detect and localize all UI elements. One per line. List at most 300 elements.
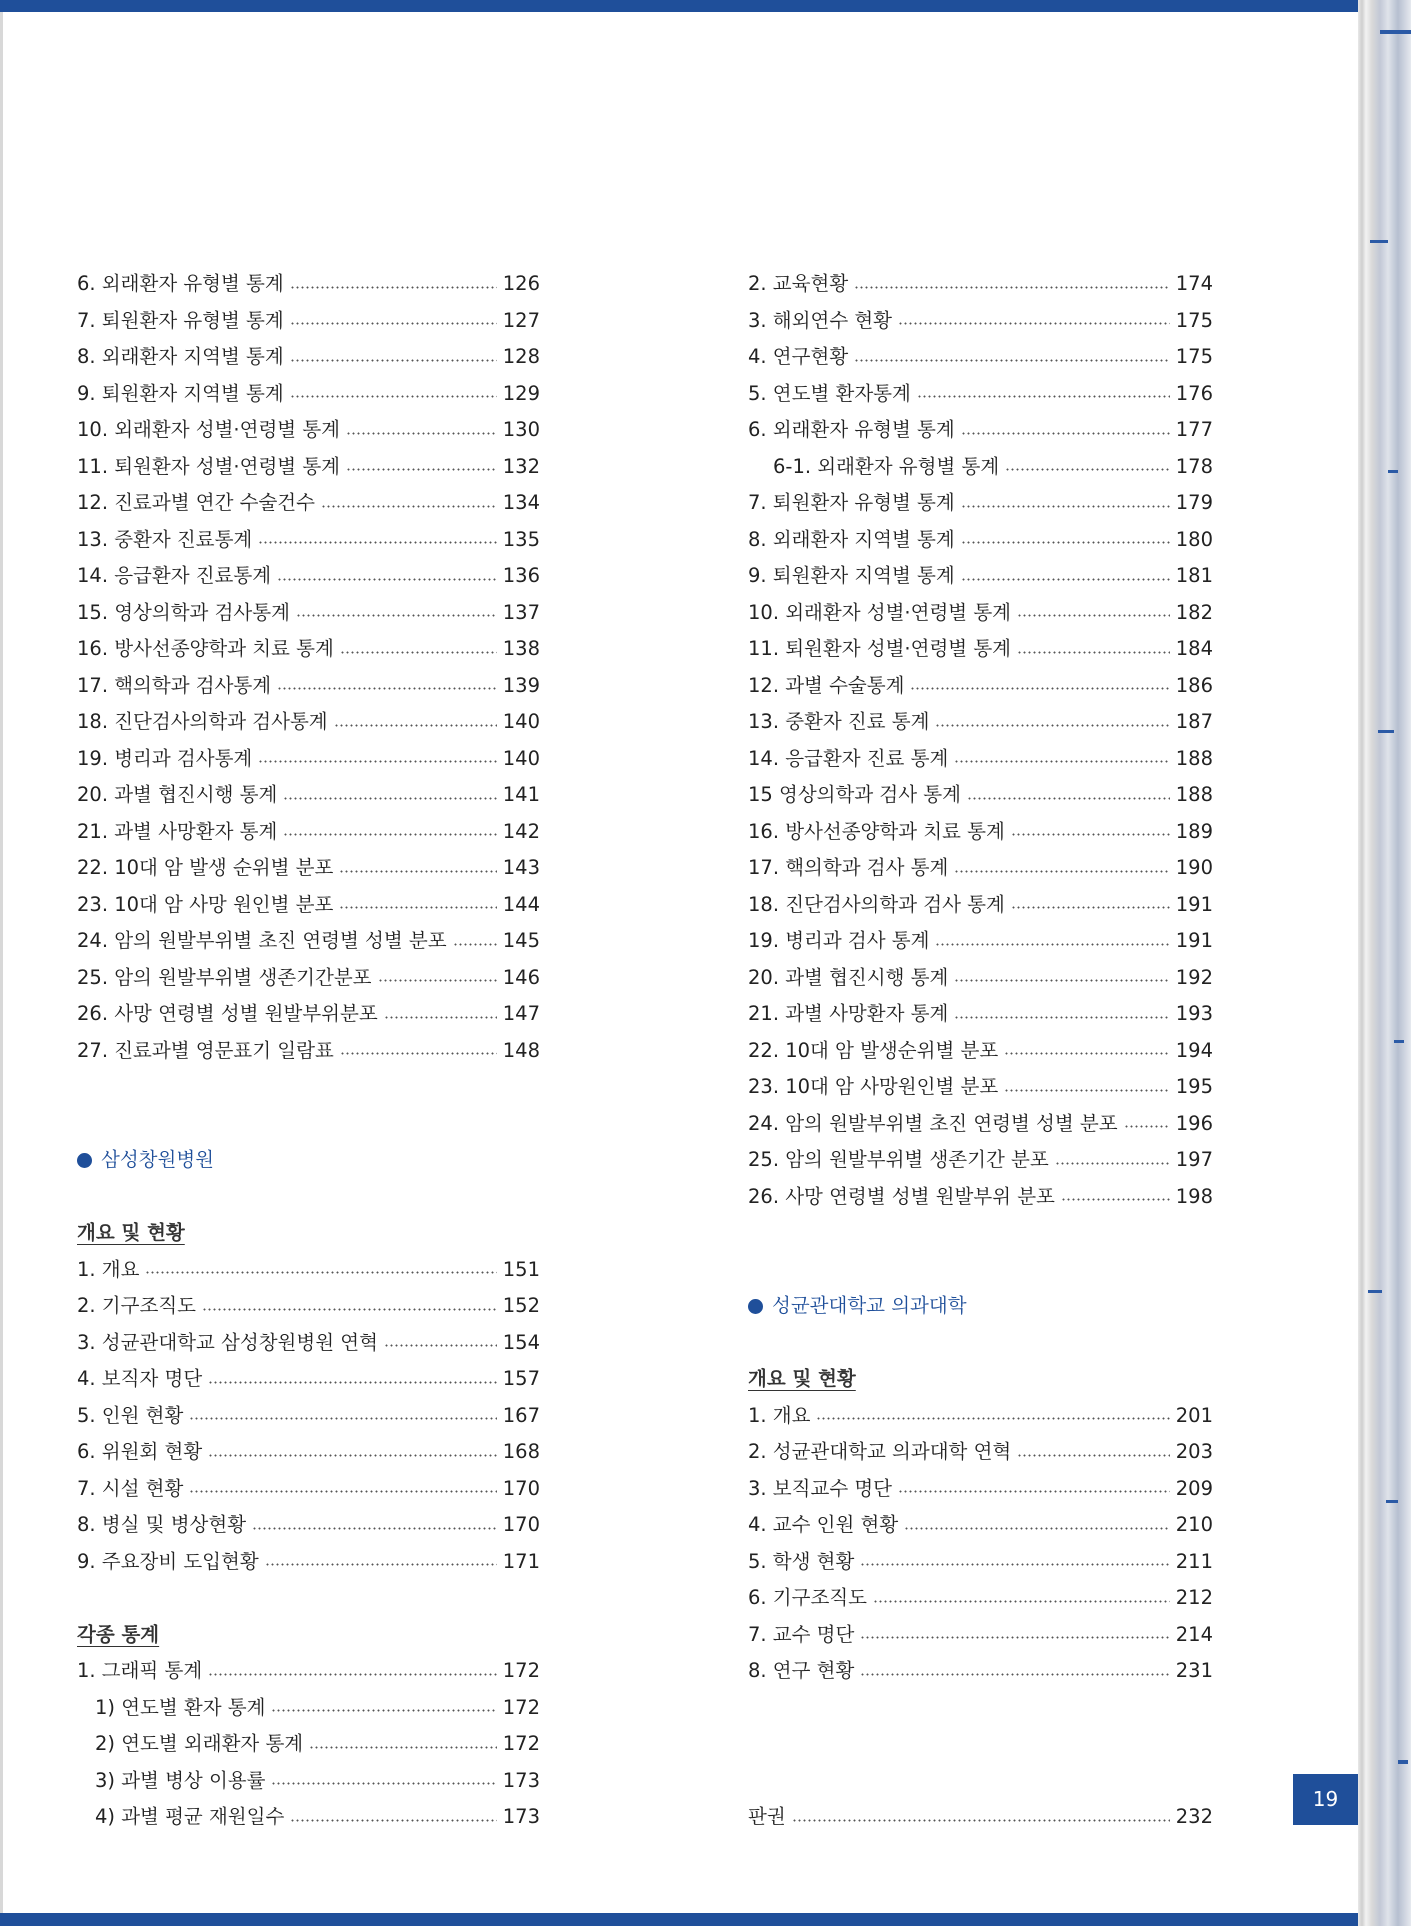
toc-entry[interactable] [77, 266, 540, 303]
toc-entry[interactable] [77, 1288, 540, 1325]
toc-entry-title: 12. 진료과별 연간 수술건수 [77, 491, 315, 514]
toc-entry[interactable] [748, 412, 1213, 449]
toc-entry[interactable] [77, 923, 540, 960]
dot-leader [208, 1381, 497, 1384]
toc-entry-title: 판권 [748, 1805, 786, 1828]
left-overview-list [77, 1252, 540, 1581]
dot-leader [258, 760, 496, 763]
dot-leader [271, 1709, 496, 1712]
toc-entry-title: 17. 핵의학과 검사통계 [77, 673, 272, 697]
toc-entry-title: 6. 위원회 현황 [77, 1440, 203, 1463]
toc-entry[interactable] [748, 1617, 1213, 1654]
overview-heading: 개요 및 현황 [77, 1221, 185, 1244]
dot-leader [265, 1563, 497, 1566]
toc-entry[interactable] [748, 266, 1213, 303]
toc-entry[interactable] [77, 704, 540, 741]
dot-leader [258, 541, 496, 544]
dot-leader [283, 797, 496, 800]
spacer [748, 1215, 1213, 1252]
overview-heading: 개요 및 현황 [748, 1367, 856, 1390]
section-title-skku-medicine[interactable] [748, 1288, 1213, 1325]
toc-entry[interactable] [77, 668, 540, 705]
toc-entry-title: 3. 보직교수 명단 [748, 1476, 893, 1500]
dot-leader [309, 1746, 497, 1749]
dot-leader [296, 614, 497, 617]
toc-entry-page: 178 [1175, 454, 1213, 478]
toc-entry-title: 17. 핵의학과 검사 통계 [748, 856, 949, 879]
toc-entry-title: 20. 과별 협진시행 통계 [77, 783, 278, 806]
toc-entry-page: 135 [502, 527, 540, 551]
toc-entry-title: 21. 과별 사망환자 통계 [748, 1002, 949, 1025]
toc-entry-title: 5. 인원 현황 [77, 1403, 184, 1427]
spacer [77, 1179, 540, 1216]
toc-entry-page: 127 [502, 308, 540, 332]
dot-leader [1011, 906, 1170, 909]
toc-entry-title: 4) 과별 평균 재원일수 [95, 1805, 285, 1828]
toc-entry[interactable] [748, 376, 1213, 413]
section-title-text: 삼성창원병원 [101, 1148, 215, 1171]
toc-entry-title: 2. 교육현황 [748, 272, 849, 295]
toc-entry-page: 191 [1175, 892, 1213, 916]
spine-stripe [1394, 1040, 1404, 1043]
toc-entry-title: 19. 병리과 검사 통계 [748, 929, 930, 952]
toc-entry[interactable] [77, 960, 540, 997]
toc-entry[interactable] [748, 558, 1213, 595]
dot-leader [961, 578, 1170, 581]
toc-entry-page: 188 [1175, 783, 1213, 806]
toc-entry[interactable] [77, 1763, 540, 1800]
toc-entry[interactable] [748, 303, 1213, 340]
toc-entry-page: 143 [502, 856, 540, 879]
toc-entry-page: 140 [502, 710, 540, 733]
toc-entry-page: 145 [502, 929, 540, 952]
toc-entry-title: 3) 과별 병상 이용률 [95, 1768, 266, 1792]
toc-entry[interactable] [77, 741, 540, 778]
dot-leader [290, 359, 497, 362]
toc-entry[interactable] [77, 1325, 540, 1362]
toc-entry-title: 6. 외래환자 유형별 통계 [77, 272, 284, 295]
toc-entry[interactable] [77, 1361, 540, 1398]
spacer [748, 1763, 1213, 1800]
spine-stripe [1386, 1500, 1398, 1503]
toc-entry-page: 211 [1175, 1549, 1213, 1573]
dot-leader [898, 1490, 1170, 1493]
spine-stripe [1388, 470, 1398, 473]
section-title-samsung-changwon[interactable] [77, 1142, 540, 1179]
toc-entry-page: 192 [1175, 965, 1213, 989]
toc-entry[interactable] [77, 485, 540, 522]
toc-entry-page: 190 [1175, 856, 1213, 879]
dot-leader [145, 1271, 496, 1274]
toc-entry-page: 184 [1175, 637, 1213, 660]
toc-entry-page: 141 [502, 783, 540, 806]
dot-leader [1017, 614, 1170, 617]
toc-entry-page: 212 [1175, 1586, 1213, 1609]
toc-entry-title: 18. 진단검사의학과 검사 통계 [748, 892, 1005, 916]
dot-leader [189, 1417, 496, 1420]
toc-entry-page: 146 [502, 965, 540, 989]
spacer [77, 1580, 540, 1617]
dot-leader [860, 1673, 1169, 1676]
toc-entry-page: 147 [502, 1002, 540, 1025]
toc-entry-page: 137 [502, 600, 540, 624]
toc-entry-page: 128 [502, 345, 540, 368]
toc-entry[interactable] [748, 1398, 1213, 1435]
toc-entry[interactable] [748, 1471, 1213, 1508]
toc-entry[interactable] [748, 1106, 1213, 1143]
toc-entry-page: 142 [502, 819, 540, 843]
toc-entry-title: 14. 응급환자 진료통계 [77, 564, 272, 587]
toc-entry[interactable] [77, 1507, 540, 1544]
toc-right-column [748, 266, 1213, 1836]
toc-entry[interactable] [748, 1434, 1213, 1471]
toc-entry[interactable] [77, 339, 540, 376]
toc-entry-title: 23. 10대 암 사망 원인별 분포 [77, 892, 334, 916]
toc-entry-page: 175 [1175, 345, 1213, 368]
toc-entry-title: 2. 기구조직도 [77, 1294, 196, 1317]
toc-entry-page: 187 [1175, 710, 1213, 733]
toc-entry-title: 4. 연구현황 [748, 345, 849, 368]
toc-entry-page: 157 [502, 1367, 540, 1390]
toc-entry[interactable] [748, 960, 1213, 997]
dot-leader [346, 468, 497, 471]
dot-leader [1055, 1162, 1170, 1165]
dot-leader [1004, 1089, 1170, 1092]
dot-leader [339, 870, 496, 873]
toc-entry-title: 22. 10대 암 발생순위별 분포 [748, 1038, 999, 1062]
dot-leader [321, 505, 497, 508]
toc-entry-title: 5. 학생 현황 [748, 1549, 855, 1573]
left-top-list [77, 266, 540, 1069]
toc-entry[interactable] [748, 814, 1213, 851]
toc-entry-page: 172 [502, 1732, 540, 1755]
dot-leader [904, 1527, 1170, 1530]
toc-entry[interactable] [77, 595, 540, 632]
book-spine-edge [1358, 0, 1411, 1926]
toc-entry[interactable] [77, 1799, 540, 1836]
toc-entry-title: 4. 교수 인원 현황 [748, 1513, 899, 1536]
toc-entry-page: 171 [502, 1549, 540, 1573]
dot-leader [935, 724, 1169, 727]
toc-entry[interactable] [748, 485, 1213, 522]
right-overview-list [748, 1398, 1213, 1690]
toc-entry-page: 138 [502, 637, 540, 660]
toc-entry-page: 168 [502, 1440, 540, 1463]
toc-entry-page: 172 [502, 1695, 540, 1719]
toc-entry-page: 126 [502, 272, 540, 295]
toc-entry-page: 194 [1175, 1038, 1213, 1062]
toc-entry-title: 8. 외래환자 지역별 통계 [77, 345, 284, 368]
toc-entry[interactable] [748, 887, 1213, 924]
toc-entry-title: 16. 방사선종양학과 치료 통계 [748, 819, 1005, 843]
dot-leader [340, 1052, 497, 1055]
dot-leader [290, 1819, 496, 1822]
dot-leader [967, 797, 1170, 800]
toc-entry[interactable] [748, 1142, 1213, 1179]
toc-entry-title: 5. 연도별 환자통계 [748, 381, 911, 405]
toc-entry-title: 24. 암의 원발부위별 초진 연령별 성별 분포 [77, 929, 447, 952]
toc-left-column [77, 266, 540, 1836]
toc-entry[interactable] [77, 1434, 540, 1471]
dot-leader [961, 505, 1170, 508]
toc-entry-page: 195 [1175, 1075, 1213, 1098]
toc-entry-page: 130 [502, 418, 540, 441]
dot-leader [898, 322, 1170, 325]
toc-entry-title: 11. 퇴원환자 성별·연령별 통계 [748, 637, 1012, 660]
dot-leader [277, 687, 497, 690]
dot-leader [290, 322, 497, 325]
dot-leader [339, 906, 496, 909]
dot-leader [277, 578, 497, 581]
toc-entry-title: 15 영상의학과 검사 통계 [748, 783, 961, 806]
dot-leader [1017, 1454, 1170, 1457]
toc-entry[interactable] [748, 668, 1213, 705]
bullet-icon [748, 1299, 763, 1314]
toc-entry[interactable] [77, 303, 540, 340]
toc-entry-page: 196 [1175, 1111, 1213, 1135]
toc-entry[interactable] [77, 522, 540, 559]
toc-entry-title: 12. 과별 수술통계 [748, 673, 905, 697]
spacer [77, 1069, 540, 1106]
toc-entry-page: 140 [502, 746, 540, 770]
dot-leader [860, 1636, 1169, 1639]
toc-entry-page: 189 [1175, 819, 1213, 843]
toc-entry-title: 19. 병리과 검사통계 [77, 746, 253, 770]
toc-entry[interactable] [748, 1069, 1213, 1106]
toc-entry-page: 203 [1175, 1440, 1213, 1463]
toc-entry-page: 148 [502, 1038, 540, 1062]
toc-entry-title: 18. 진단검사의학과 검사통계 [77, 710, 328, 733]
toc-entry-page: 214 [1175, 1622, 1213, 1646]
toc-entry-title: 11. 퇴원환자 성별·연령별 통계 [77, 454, 341, 478]
toc-entry[interactable] [77, 1252, 540, 1289]
toc-entry-page: 172 [502, 1659, 540, 1682]
toc-entry-title: 1. 개요 [748, 1403, 811, 1427]
toc-entry-colophon[interactable] [748, 1799, 1213, 1836]
dot-leader [1124, 1125, 1170, 1128]
toc-entry-page: 132 [502, 454, 540, 478]
toc-entry-title: 7. 교수 명단 [748, 1622, 855, 1646]
toc-entry-page: 176 [1175, 381, 1213, 405]
toc-entry-page: 209 [1175, 1476, 1213, 1500]
toc-entry-page: 154 [502, 1330, 540, 1354]
top-border-bar [0, 0, 1360, 12]
toc-entry[interactable] [748, 777, 1213, 814]
toc-entry-page: 231 [1175, 1659, 1213, 1682]
toc-entry-page: 193 [1175, 1002, 1213, 1025]
dot-leader [208, 1454, 497, 1457]
toc-entry[interactable] [77, 631, 540, 668]
toc-entry-title: 14. 응급환자 진료 통계 [748, 746, 949, 770]
dot-leader [1004, 1052, 1170, 1055]
dot-leader [1061, 1198, 1170, 1201]
toc-entry-title: 6. 외래환자 유형별 통계 [748, 418, 955, 441]
toc-entry-page: 175 [1175, 308, 1213, 332]
dot-leader [290, 395, 497, 398]
dot-leader [1011, 833, 1170, 836]
toc-entry[interactable] [77, 376, 540, 413]
toc-entry-page: 180 [1175, 527, 1213, 551]
toc-entry-page: 174 [1175, 272, 1213, 295]
toc-entry[interactable] [748, 522, 1213, 559]
dot-leader [910, 687, 1169, 690]
spine-stripe [1378, 730, 1394, 733]
dot-leader [346, 432, 497, 435]
toc-entry-page: 210 [1175, 1513, 1213, 1536]
toc-entry[interactable] [77, 1471, 540, 1508]
toc-entry[interactable] [748, 704, 1213, 741]
dot-leader [1005, 468, 1170, 471]
toc-entry-title: 7. 시설 현황 [77, 1476, 184, 1500]
toc-entry-title: 26. 사망 연령별 성별 원발부위분포 [77, 1002, 378, 1025]
toc-entry-title: 25. 암의 원발부위별 생존기간 분포 [748, 1148, 1049, 1171]
dot-leader [873, 1600, 1170, 1603]
spine-stripe [1368, 1290, 1382, 1293]
toc-entry[interactable] [77, 814, 540, 851]
dot-leader [271, 1782, 496, 1785]
toc-entry-title: 25. 암의 원발부위별 생존기간분포 [77, 965, 372, 989]
spine-stripe [1380, 30, 1411, 34]
page-left-edge [0, 12, 3, 1913]
toc-entry-title: 1) 연도별 환자 통계 [95, 1695, 266, 1719]
toc-entry-page: 151 [502, 1257, 540, 1281]
toc-entry[interactable] [77, 412, 540, 449]
toc-entry-title: 1. 개요 [77, 1257, 140, 1281]
toc-entry[interactable] [77, 558, 540, 595]
toc-entry-page: 201 [1175, 1403, 1213, 1427]
toc-entry-page: 181 [1175, 564, 1213, 587]
toc-entry-title: 2) 연도별 외래환자 통계 [95, 1732, 304, 1755]
section-title-text: 성균관대학교 의과대학 [772, 1294, 967, 1317]
toc-entry[interactable] [77, 1544, 540, 1581]
spine-stripe [1370, 240, 1388, 243]
toc-entry-page: 136 [502, 564, 540, 587]
toc-entry-page: 197 [1175, 1148, 1213, 1171]
toc-entry-page: 182 [1175, 600, 1213, 624]
spacer [748, 1252, 1213, 1289]
dot-leader [202, 1308, 497, 1311]
toc-entry[interactable] [748, 339, 1213, 376]
toc-entry[interactable] [748, 741, 1213, 778]
toc-entry-page: 173 [502, 1768, 540, 1792]
toc-entry-title: 8. 연구 현황 [748, 1659, 855, 1682]
toc-entry[interactable] [748, 595, 1213, 632]
toc-entry[interactable] [748, 923, 1213, 960]
dot-leader [917, 395, 1170, 398]
toc-entry[interactable] [77, 1690, 540, 1727]
toc-entry-title: 13. 중환자 진료 통계 [748, 710, 930, 733]
dot-leader [208, 1673, 497, 1676]
toc-entry[interactable] [748, 1580, 1213, 1617]
toc-entry-title: 2. 성균관대학교 의과대학 연혁 [748, 1440, 1012, 1463]
spacer [748, 1726, 1213, 1763]
toc-entry-page: 177 [1175, 418, 1213, 441]
toc-entry[interactable] [77, 1726, 540, 1763]
toc-entry-title: 15. 영상의학과 검사통계 [77, 600, 290, 624]
toc-entry-page: 191 [1175, 929, 1213, 952]
dot-leader [961, 541, 1170, 544]
dot-leader [384, 1344, 497, 1347]
bottom-border-bar [0, 1913, 1360, 1926]
dot-leader [854, 359, 1170, 362]
toc-entry[interactable] [748, 1179, 1213, 1216]
spacer [748, 1325, 1213, 1362]
toc-entry-title: 16. 방사선종양학과 치료 통계 [77, 637, 334, 660]
dot-leader [334, 724, 497, 727]
toc-entry-page: 139 [502, 673, 540, 697]
dot-leader [1017, 651, 1170, 654]
toc-entry[interactable] [748, 449, 1213, 486]
toc-entry-page: 179 [1175, 491, 1213, 514]
toc-entry-title: 9. 퇴원환자 지역별 통계 [748, 564, 955, 587]
dot-leader [252, 1527, 497, 1530]
toc-entry-title: 10. 외래환자 성별·연령별 통계 [77, 418, 341, 441]
toc-entry[interactable] [748, 1033, 1213, 1070]
dot-leader [792, 1819, 1170, 1822]
dot-leader [283, 833, 496, 836]
toc-entry[interactable] [77, 887, 540, 924]
toc-entry-title: 4. 보직자 명단 [77, 1367, 203, 1390]
dot-leader [384, 1016, 497, 1019]
toc-entry[interactable] [748, 1507, 1213, 1544]
toc-entry[interactable] [748, 1653, 1213, 1690]
toc-entry[interactable] [77, 449, 540, 486]
toc-entry-page: 167 [502, 1403, 540, 1427]
toc-entry-title: 6-1. 외래환자 유형별 통계 [773, 454, 1000, 478]
dot-leader [378, 979, 497, 982]
toc-entry-title: 7. 퇴원환자 유형별 통계 [748, 491, 955, 514]
toc-entry-title: 6. 기구조직도 [748, 1586, 867, 1609]
dot-leader [854, 286, 1170, 289]
toc-entry[interactable] [748, 1544, 1213, 1581]
toc-entry-title: 13. 중환자 진료통계 [77, 527, 253, 551]
toc-entry[interactable] [77, 850, 540, 887]
toc-entry-page: 134 [502, 491, 540, 514]
toc-entry-title: 10. 외래환자 성별·연령별 통계 [748, 600, 1012, 624]
page-number-badge: 19 [1293, 1774, 1358, 1825]
toc-entry[interactable] [77, 1398, 540, 1435]
dot-leader [954, 760, 1169, 763]
toc-entry-page: 188 [1175, 746, 1213, 770]
toc-entry-page: 144 [502, 892, 540, 916]
dot-leader [954, 1016, 1169, 1019]
toc-entry[interactable] [77, 1653, 540, 1690]
dot-leader [860, 1563, 1169, 1566]
toc-entry[interactable] [77, 1033, 540, 1070]
toc-entry-page: 170 [502, 1513, 540, 1536]
dot-leader [954, 979, 1169, 982]
stats-heading: 각종 통계 [77, 1622, 160, 1646]
toc-entry[interactable] [77, 777, 540, 814]
dot-leader [816, 1417, 1169, 1420]
toc-entry[interactable] [77, 996, 540, 1033]
toc-entry-title: 8. 외래환자 지역별 통계 [748, 527, 955, 551]
toc-entry-title: 9. 주요장비 도입현황 [77, 1549, 259, 1573]
toc-entry-title: 22. 10대 암 발생 순위별 분포 [77, 856, 334, 879]
spacer [77, 1106, 540, 1143]
toc-entry-title: 27. 진료과별 영문표기 일람표 [77, 1038, 334, 1062]
dot-leader [961, 432, 1170, 435]
toc-entry[interactable] [748, 631, 1213, 668]
toc-entry[interactable] [748, 996, 1213, 1033]
toc-entry-title: 9. 퇴원환자 지역별 통계 [77, 381, 284, 405]
toc-entry-title: 21. 과별 사망환자 통계 [77, 819, 278, 843]
toc-entry-title: 24. 암의 원발부위별 초진 연령별 성별 분포 [748, 1111, 1118, 1135]
toc-entry-page: 186 [1175, 673, 1213, 697]
toc-entry[interactable] [748, 850, 1213, 887]
dot-leader [935, 943, 1169, 946]
toc-entry-page: 232 [1175, 1805, 1213, 1828]
